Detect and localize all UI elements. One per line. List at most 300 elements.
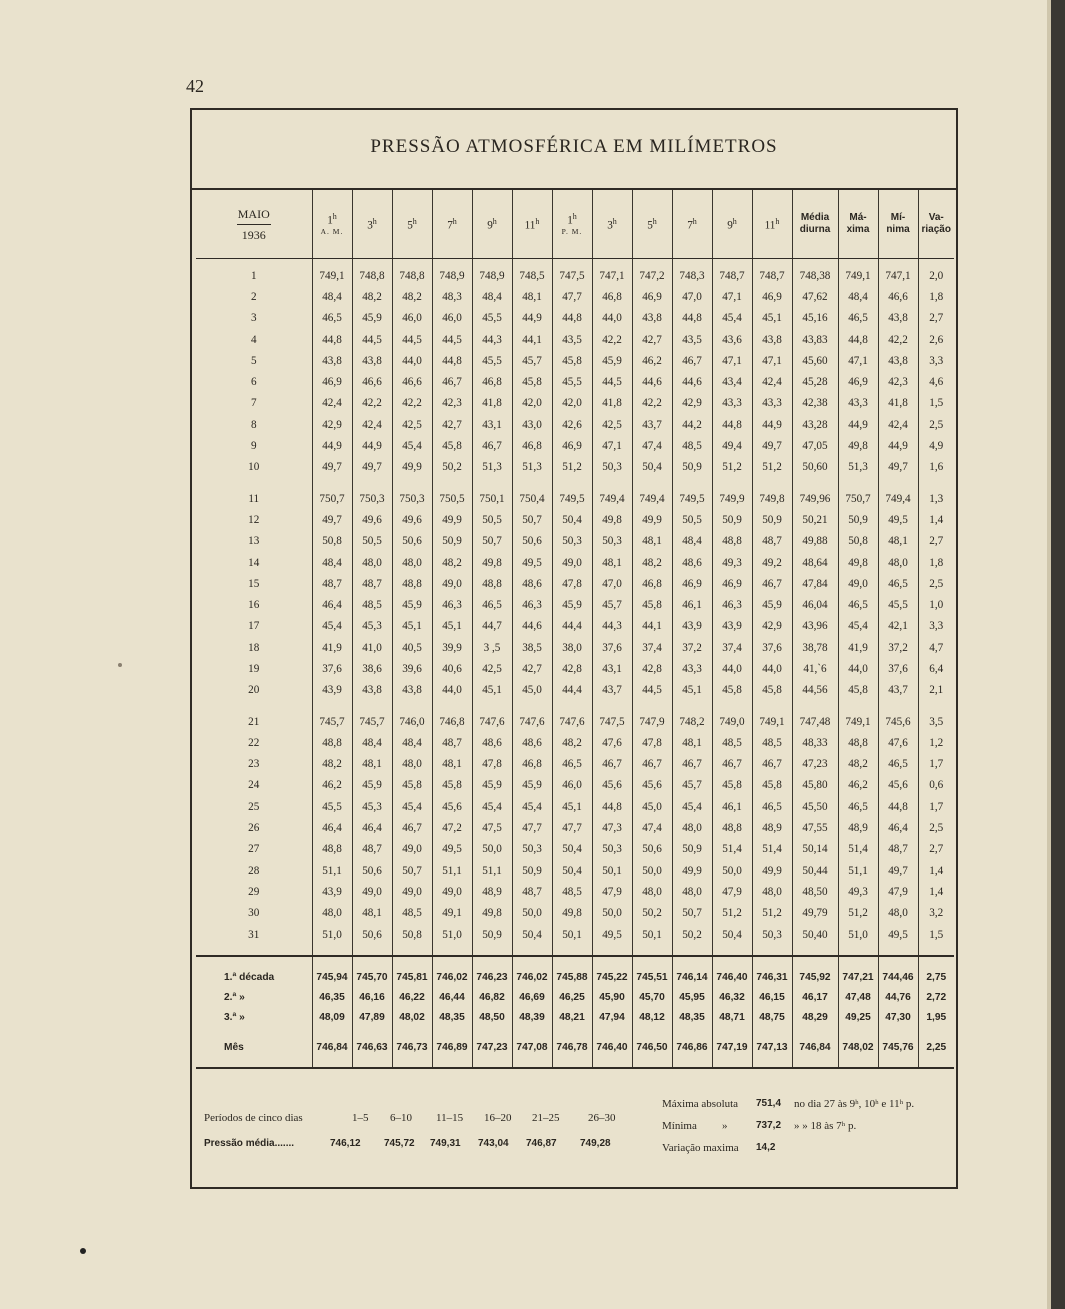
value-cell: 46,8 [512, 754, 552, 775]
value-cell: 51,3 [512, 457, 552, 478]
spacer-cell [512, 1027, 552, 1037]
summary-value: 746,40 [592, 1037, 632, 1057]
value-cell: 50,4 [512, 924, 552, 945]
table-row [196, 371, 954, 392]
hour-suffix: h [692, 216, 697, 226]
hour-suffix: h [535, 216, 540, 226]
value-cell: 49,0 [392, 839, 432, 860]
spacer-cell [838, 1057, 878, 1068]
summary-value: 746,84 [792, 1037, 838, 1057]
value-cell: 48,8 [392, 573, 432, 594]
value-cell: 45,9 [392, 594, 432, 615]
value-cell: 4,9 [918, 435, 954, 456]
hour-header [752, 190, 792, 259]
spacer-cell [632, 701, 672, 711]
summary-value: 748,02 [838, 1037, 878, 1057]
table-body [196, 259, 954, 1069]
value-cell: 46,1 [712, 796, 752, 817]
value-cell: 48,5 [672, 435, 712, 456]
spacer-cell [312, 478, 352, 488]
value-cell: 48,3 [432, 286, 472, 307]
table-row [196, 435, 954, 456]
value-cell: 44,9 [752, 414, 792, 435]
value-cell: 42,2 [352, 393, 392, 414]
value-cell: 47,7 [552, 817, 592, 838]
value-cell: 44,5 [632, 680, 672, 701]
value-cell: 2,0 [918, 265, 954, 286]
value-cell: 49,3 [712, 552, 752, 573]
value-cell: 43,8 [752, 329, 792, 350]
value-cell: 51,3 [838, 457, 878, 478]
value-cell: 48,2 [838, 754, 878, 775]
spacer-cell [392, 1057, 432, 1068]
spacer-cell [392, 956, 432, 967]
page-title: PRESSÃO ATMOSFÉRICA EM MILÍMETROS [370, 136, 778, 157]
value-cell: 43,96 [792, 616, 838, 637]
table-row [196, 531, 954, 552]
summary-value: 746,86 [672, 1037, 712, 1057]
value-cell: 48,7 [878, 839, 918, 860]
value-cell: 49,2 [752, 552, 792, 573]
value-cell: 43,9 [672, 616, 712, 637]
value-cell: 748,38 [792, 265, 838, 286]
value-cell: 748,3 [672, 265, 712, 286]
value-cell: 42,3 [432, 393, 472, 414]
value-cell: 45,5 [472, 350, 512, 371]
hour-header [512, 190, 552, 259]
value-cell: 46,9 [632, 286, 672, 307]
value-cell: 45,6 [432, 796, 472, 817]
hour-number: 1 [567, 214, 573, 227]
year-label: 1936 [241, 227, 266, 242]
value-cell: 46,9 [552, 435, 592, 456]
value-cell: 45,8 [432, 435, 472, 456]
day-cell: 22 [248, 736, 260, 749]
value-cell: 50,9 [432, 531, 472, 552]
value-cell: 748,8 [392, 265, 432, 286]
value-cell: 47,2 [432, 817, 472, 838]
pressure-label: Pressão média....... [204, 1138, 295, 1149]
value-cell: 45,1 [392, 616, 432, 637]
summary-value: 45,70 [632, 987, 672, 1007]
value-cell: 47,9 [712, 881, 752, 902]
value-cell: 46,9 [752, 286, 792, 307]
value-cell: 1,6 [918, 457, 954, 478]
period-item: 16–20 [484, 1112, 512, 1124]
summary-value: 746,23 [472, 967, 512, 987]
hour-header [472, 190, 512, 259]
spacer-cell [392, 701, 432, 711]
value-cell: 49,7 [878, 860, 918, 881]
value-cell: 750,3 [392, 488, 432, 509]
spacer-cell [792, 956, 838, 967]
value-cell: 749,4 [592, 488, 632, 509]
summary-value: 48,02 [392, 1007, 432, 1027]
hour-header [392, 190, 432, 259]
value-cell: 43,83 [792, 329, 838, 350]
spacer-cell [196, 1027, 312, 1037]
value-cell: 48,6 [672, 552, 712, 573]
value-cell: 49,7 [752, 435, 792, 456]
ink-dot [118, 663, 122, 667]
day-cell: 18 [248, 641, 260, 654]
summary-value: 47,89 [352, 1007, 392, 1027]
value-cell: 3,5 [918, 711, 954, 732]
value-cell: 46,3 [712, 594, 752, 615]
hour-header [672, 190, 712, 259]
summary-value: 46,17 [792, 987, 838, 1007]
value-cell: 44,2 [672, 414, 712, 435]
value-cell: 747,2 [632, 265, 672, 286]
value-cell: 37,6 [592, 637, 632, 658]
value-cell: 46,8 [632, 573, 672, 594]
spacer-cell [792, 945, 838, 956]
value-cell: 48,4 [672, 531, 712, 552]
value-cell: 748,9 [472, 265, 512, 286]
value-cell: 746,0 [392, 711, 432, 732]
spacer-cell [712, 1057, 752, 1068]
value-cell: 747,48 [792, 711, 838, 732]
value-cell: 48,7 [312, 573, 352, 594]
value-cell: 50,3 [592, 839, 632, 860]
table-row [196, 286, 954, 307]
pressure-item: 749,31 [430, 1138, 461, 1149]
value-cell: 37,4 [632, 637, 672, 658]
value-cell: 44,9 [878, 435, 918, 456]
value-cell: 46,7 [752, 573, 792, 594]
table-row [196, 754, 954, 775]
value-cell: 46,7 [752, 754, 792, 775]
table-row [196, 573, 954, 594]
value-cell: 51,2 [752, 457, 792, 478]
value-cell: 46,3 [432, 594, 472, 615]
month-divider [237, 224, 271, 225]
summary-value: 48,39 [512, 1007, 552, 1027]
value-cell: 43,5 [672, 329, 712, 350]
value-cell: 45,9 [352, 775, 392, 796]
value-cell: 50,21 [792, 509, 838, 530]
day-cell: 20 [248, 684, 260, 697]
spacer-cell [592, 478, 632, 488]
value-cell: 48,5 [752, 732, 792, 753]
value-cell: 45,6 [592, 775, 632, 796]
value-cell: 46,8 [472, 371, 512, 392]
value-cell: 46,5 [838, 796, 878, 817]
value-cell: 48,1 [632, 531, 672, 552]
value-cell: 49,9 [672, 860, 712, 881]
spacer-cell [792, 1027, 838, 1037]
value-cell: 50,1 [592, 860, 632, 881]
day-cell: 14 [248, 556, 260, 569]
value-cell: 44,9 [512, 308, 552, 329]
value-cell: 45,9 [592, 350, 632, 371]
value-cell: 51,1 [838, 860, 878, 881]
summary-value: 747,08 [512, 1037, 552, 1057]
value-cell: 50,3 [512, 839, 552, 860]
value-cell: 45,16 [792, 308, 838, 329]
value-cell: 43,3 [672, 658, 712, 679]
month-header [196, 190, 312, 259]
value-cell: 47,7 [552, 286, 592, 307]
value-cell: 45,4 [392, 796, 432, 817]
value-cell: 38,6 [352, 658, 392, 679]
summary-value: 746,02 [512, 967, 552, 987]
value-cell: 50,2 [672, 924, 712, 945]
value-cell: 42,9 [312, 414, 352, 435]
spacer-cell [878, 1057, 918, 1068]
value-cell: 48,2 [312, 754, 352, 775]
spacer-cell [392, 945, 432, 956]
value-cell: 44,9 [838, 414, 878, 435]
value-cell: 43,8 [392, 680, 432, 701]
value-cell: 46,8 [592, 286, 632, 307]
summary-gap-row [196, 1027, 954, 1037]
value-cell: 50,0 [512, 903, 552, 924]
value-cell: 44,8 [432, 350, 472, 371]
value-cell: 50,0 [712, 860, 752, 881]
value-cell: 50,14 [792, 839, 838, 860]
spacer-cell [752, 1027, 792, 1037]
summary-value: 746,63 [352, 1037, 392, 1057]
summary-value: 744,46 [878, 967, 918, 987]
value-cell: 47,8 [552, 573, 592, 594]
table-frame [190, 108, 958, 1189]
value-cell: 51,4 [712, 839, 752, 860]
spacer-cell [512, 945, 552, 956]
value-cell: 40,5 [392, 637, 432, 658]
day-cell: 9 [250, 440, 257, 453]
value-cell: 749,96 [792, 488, 838, 509]
value-cell: 44,56 [792, 680, 838, 701]
spacer-cell [352, 945, 392, 956]
value-cell: 43,3 [752, 393, 792, 414]
value-cell: 2,7 [918, 839, 954, 860]
summary-value: 745,22 [592, 967, 632, 987]
value-cell: 44,0 [432, 680, 472, 701]
summary-value: 46,22 [392, 987, 432, 1007]
value-cell: 749,8 [752, 488, 792, 509]
value-cell: 45,9 [752, 594, 792, 615]
value-cell: 50,9 [672, 839, 712, 860]
spacer-cell [512, 1057, 552, 1068]
value-cell: 45,4 [312, 616, 352, 637]
day-cell: 10 [248, 461, 260, 474]
period-item: 21–25 [532, 1112, 560, 1124]
value-cell: 50,2 [632, 903, 672, 924]
value-cell: 51,2 [712, 457, 752, 478]
day-cell: 17 [248, 620, 260, 633]
value-cell: 49,7 [312, 457, 352, 478]
value-cell: 44,8 [672, 308, 712, 329]
value-cell: 42,7 [432, 414, 472, 435]
value-cell: 48,4 [838, 286, 878, 307]
value-cell: 40,6 [432, 658, 472, 679]
day-cell: 12 [248, 513, 260, 526]
spacer-cell [672, 478, 712, 488]
value-cell: 42,0 [552, 393, 592, 414]
value-cell: 42,7 [632, 329, 672, 350]
summary-label: Mês [224, 1041, 244, 1053]
hour-period: P. M. [561, 226, 583, 236]
value-cell: 46,8 [512, 435, 552, 456]
value-cell: 50,3 [592, 457, 632, 478]
value-cell: 47,1 [838, 350, 878, 371]
value-cell: 47,62 [792, 286, 838, 307]
value-cell: 50,9 [712, 509, 752, 530]
value-cell: 49,9 [752, 860, 792, 881]
table-row [196, 775, 954, 796]
min-header [878, 190, 918, 259]
summary-value: 746,78 [552, 1037, 592, 1057]
table-row [196, 637, 954, 658]
value-cell: 44,8 [552, 308, 592, 329]
value-cell: 49,9 [632, 509, 672, 530]
spacer-cell [552, 1057, 592, 1068]
spacer-cell [632, 478, 672, 488]
value-cell: 48,6 [512, 732, 552, 753]
value-cell: 50,4 [552, 839, 592, 860]
value-cell: 47,8 [472, 754, 512, 775]
spacer-cell [196, 1057, 312, 1068]
summary-value: 48,75 [752, 1007, 792, 1027]
hour-header [432, 190, 472, 259]
summary-row [196, 1007, 954, 1027]
hour-suffix: h [732, 216, 737, 226]
value-cell: 49,1 [432, 903, 472, 924]
value-cell: 46,5 [752, 796, 792, 817]
spacer-cell [432, 701, 472, 711]
value-cell: 745,7 [352, 711, 392, 732]
value-cell: 44,4 [552, 616, 592, 637]
summary-value: 46,16 [352, 987, 392, 1007]
pressure-item: 746,12 [330, 1138, 361, 1149]
value-cell: 45,6 [878, 775, 918, 796]
decade-gap-row [196, 478, 954, 488]
value-cell: 47,3 [592, 817, 632, 838]
day-cell: 11 [248, 492, 260, 505]
value-cell: 46,4 [312, 817, 352, 838]
ink-dot [80, 1248, 86, 1254]
value-cell: 44,7 [472, 616, 512, 637]
summary-value: 46,69 [512, 987, 552, 1007]
value-cell: 43,8 [312, 350, 352, 371]
value-cell: 48,2 [432, 552, 472, 573]
value-cell: 42,38 [792, 393, 838, 414]
value-cell: 39,9 [432, 637, 472, 658]
hour-suffix: h [775, 216, 780, 226]
hour-header [552, 190, 592, 259]
value-cell: 747,6 [512, 711, 552, 732]
value-cell: 47,4 [632, 435, 672, 456]
value-cell: 51,2 [838, 903, 878, 924]
value-cell: 48,0 [632, 881, 672, 902]
spacer-cell [312, 701, 352, 711]
value-cell: 48,5 [552, 881, 592, 902]
value-cell: 50,0 [632, 860, 672, 881]
value-cell: 50,60 [792, 457, 838, 478]
value-cell: 48,8 [312, 839, 352, 860]
summary-value: 746,40 [712, 967, 752, 987]
value-cell: 46,2 [632, 350, 672, 371]
value-cell: 42,6 [552, 414, 592, 435]
value-cell: 41,8 [592, 393, 632, 414]
table-row [196, 552, 954, 573]
decade-gap-row [196, 701, 954, 711]
spacer-cell [512, 478, 552, 488]
value-cell: 43,28 [792, 414, 838, 435]
hour-number: 5 [407, 219, 413, 232]
value-cell: 45,7 [672, 775, 712, 796]
value-cell: 45,7 [592, 594, 632, 615]
value-cell: 43,3 [838, 393, 878, 414]
spacer-cell [632, 1027, 672, 1037]
value-cell: 749,1 [838, 711, 878, 732]
mean-header-line1: Média [800, 212, 830, 223]
value-cell: 48,9 [838, 817, 878, 838]
value-cell: 48,2 [392, 286, 432, 307]
value-cell: 46,7 [432, 371, 472, 392]
value-cell: 42,2 [392, 393, 432, 414]
day-cell: 24 [248, 779, 260, 792]
value-cell: 48,1 [672, 732, 712, 753]
value-cell: 49,8 [838, 552, 878, 573]
value-cell: 745,7 [312, 711, 352, 732]
value-cell: 44,3 [592, 616, 632, 637]
spacer-cell [472, 1057, 512, 1068]
value-cell: 2,7 [918, 308, 954, 329]
value-cell: 48,0 [672, 881, 712, 902]
spacer-cell [838, 478, 878, 488]
spacer-cell [196, 945, 312, 956]
value-cell: 49,3 [838, 881, 878, 902]
value-cell: 49,0 [552, 552, 592, 573]
spacer-cell [632, 956, 672, 967]
spacer-cell [432, 478, 472, 488]
value-cell: 47,1 [712, 350, 752, 371]
value-cell: 748,9 [432, 265, 472, 286]
summary-label: 3.ª » [224, 1011, 245, 1023]
day-cell: 28 [248, 864, 260, 877]
spacer-cell [918, 956, 954, 967]
value-cell: 48,0 [392, 552, 432, 573]
table-row [196, 860, 954, 881]
value-cell: 37,2 [878, 637, 918, 658]
value-cell: 45,0 [632, 796, 672, 817]
summary-row [196, 987, 954, 1007]
value-cell: 41,9 [312, 637, 352, 658]
value-cell: 49,4 [712, 435, 752, 456]
hour-period: A. M. [320, 226, 344, 236]
summary-value: 2,72 [918, 987, 954, 1007]
value-cell: 49,7 [312, 509, 352, 530]
spacer-cell [918, 1057, 954, 1068]
summary-value: 47,48 [838, 987, 878, 1007]
value-cell: 41,`6 [792, 658, 838, 679]
spacer-cell [512, 956, 552, 967]
value-cell: 46,9 [672, 573, 712, 594]
value-cell: 49,5 [592, 924, 632, 945]
value-cell: 43,9 [312, 680, 352, 701]
day-cell: 8 [250, 418, 257, 431]
value-cell: 46,6 [392, 371, 432, 392]
hour-number: 11 [764, 219, 776, 232]
value-cell: 1,4 [918, 881, 954, 902]
variation-header [918, 190, 954, 259]
hour-suffix: h [612, 216, 617, 226]
spacer-cell [632, 1057, 672, 1068]
max-header [838, 190, 878, 259]
value-cell: 46,5 [472, 594, 512, 615]
